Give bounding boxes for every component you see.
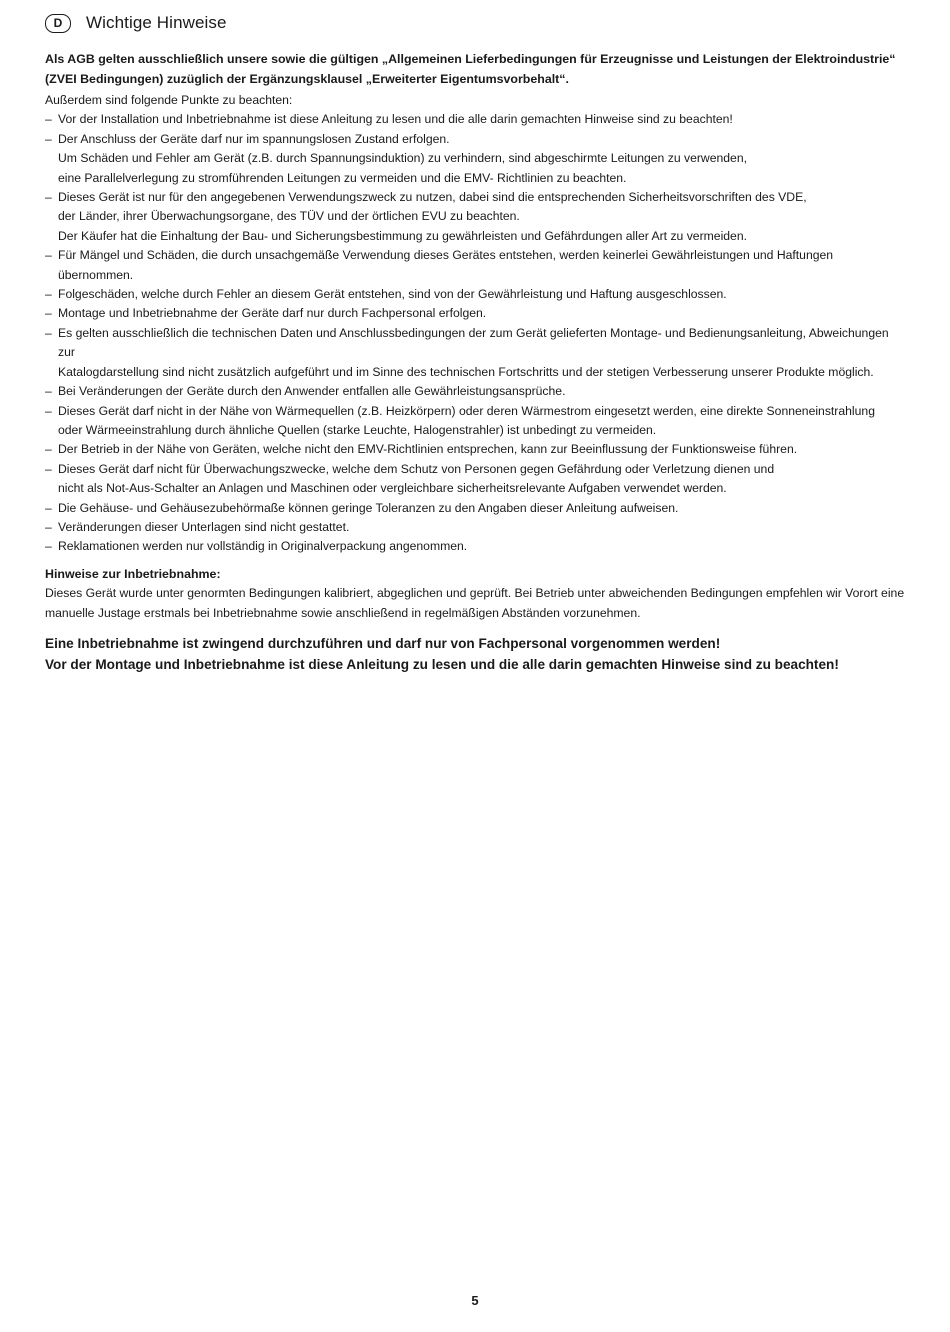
dash-bullet: –: [45, 442, 52, 457]
notes-intro: Außerdem sind folgende Punkte zu beachten:: [45, 93, 293, 107]
note-item: [45, 518, 907, 537]
note-item: [45, 499, 907, 518]
language-badge: D: [45, 14, 71, 33]
note-item: [45, 130, 907, 188]
note-item: [45, 537, 907, 556]
note-text: Die Gehäuse- und Gehäusezubehörmaße können geringe Toleranzen zu den Angaben dieser Anleitung aufweisen.: [58, 500, 679, 515]
note-text: Montage und Inbetriebnahme der Geräte darf nur durch Fachpersonal erfolgen.: [58, 306, 487, 321]
note-item: [45, 304, 907, 323]
note-text: Der Betrieb in der Nähe von Geräten, welche nicht den EMV-Richtlinien entsprechen, kann zur Beeinflussung der Funktionsweise führen.: [58, 442, 798, 457]
dash-bullet: –: [45, 131, 52, 146]
note-item: [45, 110, 907, 129]
commissioning-title: Hinweise zur Inbetriebnahme:: [45, 566, 221, 581]
section-header: [45, 10, 907, 36]
dash-bullet: –: [45, 287, 52, 302]
dash-bullet: –: [45, 112, 52, 127]
commissioning-text: Dieses Gerät wurde unter genormten Bedingungen kalibriert, abgeglichen und geprüft. Bei Betrieb unter abweichenden Bedingungen empfehlen wir Vorort eine manuelle Justage erstmals bei Inbetriebnahme sowie anschließend in regelmäßigen Abständen vorzunehmen.: [45, 586, 905, 620]
note-item: [45, 402, 907, 441]
note-text: Veränderungen dieser Unterlagen sind nicht gestattet.: [58, 519, 350, 534]
note-text: Folgeschäden, welche durch Fehler an diesem Gerät entstehen, sind von der Gewährleistung und Haftung ausgeschlossen.: [58, 287, 727, 302]
dash-bullet: –: [45, 248, 52, 263]
warning-line: Vor der Montage und Inbetriebnahme ist diese Anleitung zu lesen und die alle darin gemachten Hinweise sind zu beachten!: [45, 656, 839, 672]
note-text: Dieses Gerät darf nicht für Überwachungszwecke, welche dem Schutz von Personen gegen Gefährdung oder Verletzung dienen und nicht als Not-Aus-Schalter an Anlagen und Maschinen oder vergleichbare sicherheitsrelevante Aufgaben verwendet werden.: [58, 461, 775, 496]
dash-bullet: –: [45, 384, 52, 399]
dash-bullet: –: [45, 500, 52, 515]
note-text: Der Anschluss der Geräte darf nur im spannungslosen Zustand erfolgen. Um Schäden und Fehler am Gerät (z.B. durch Spannungsinduktion) zu verhindern, sind abgeschirmte Leitungen zu verwenden, eine Parallelverlegung zu stromführenden Leitungen zu vermeiden und die EMV- Richtlinien zu beachten.: [58, 131, 747, 185]
dash-bullet: –: [45, 539, 52, 554]
note-item: [45, 246, 907, 285]
dash-bullet: –: [45, 325, 52, 340]
warning-line: Eine Inbetriebnahme ist zwingend durchzuführen und darf nur von Fachpersonal vorgenommen werden!: [45, 635, 721, 651]
document-page: [45, 10, 907, 675]
dash-bullet: –: [45, 519, 52, 534]
note-text: Reklamationen werden nur vollständig in Originalverpackung angenommen.: [58, 539, 468, 554]
note-text: Für Mängel und Schäden, die durch unsachgemäße Verwendung dieses Gerätes entstehen, werden keinerlei Gewährleistungen und Haftungen übernommen.: [58, 248, 834, 282]
notes-list: [45, 110, 907, 556]
page-number: 5: [471, 1293, 479, 1308]
dash-bullet: –: [45, 461, 52, 476]
note-text: Dieses Gerät darf nicht in der Nähe von Wärmequellen (z.B. Heizkörpern) oder deren Wärmestrom eingesetzt werden, eine direkte Sonneneinstrahlung oder Wärmeeinstrahlung durch ähnliche Quellen (starke Leuchte, Halogenstrahler) ist unbedingt zu vermeiden.: [58, 403, 875, 437]
note-text: Dieses Gerät ist nur für den angegebenen Verwendungszweck zu nutzen, dabei sind die entsprechenden Sicherheitsvorschriften des VDE, der Länder, ihrer Überwachungsorgane, des TÜV und der örtlichen EVU zu beachten. Der Käufer hat die Einhaltung der Bau- und Sicherungsbestimmung zu gewährleisten und Gefährdungen aller Art zu vermeiden.: [58, 190, 807, 243]
dash-bullet: –: [45, 190, 52, 205]
note-item: [45, 188, 907, 246]
note-item: [45, 382, 907, 401]
note-item: [45, 460, 907, 499]
note-item: [45, 324, 907, 382]
note-text: Bei Veränderungen der Geräte durch den Anwender entfallen alle Gewährleistungsansprüche.: [58, 384, 566, 399]
page-title: Wichtige Hinweise: [86, 13, 227, 32]
terms-intro: Als AGB gelten ausschließlich unsere sowie die gültigen „Allgemeinen Lieferbedingungen für Erzeugnisse und Leistungen der Elektroindustrie“ (ZVEI Bedingungen) zuzüglich der Ergänzungsklausel „Erweiterter Eigentumsvorbehalt“.: [45, 52, 896, 86]
note-item: [45, 285, 907, 304]
note-text: Vor der Installation und Inbetriebnahme ist diese Anleitung zu lesen und die alle darin gemachten Hinweise sind zu beachten!: [58, 112, 733, 127]
note-item: [45, 440, 907, 459]
dash-bullet: –: [45, 403, 52, 418]
dash-bullet: –: [45, 306, 52, 321]
note-text: Es gelten ausschließlich die technischen Daten und Anschlussbedingungen der zum Gerät gelieferten Montage- und Bedienungsanleitung, Abweichungen zur Katalogdarstellung sind nicht zusätzlich aufgeführt und im Sinne des technischen Fortschritts und der stetigen Verbesserung unserer Produkte möglich.: [58, 325, 889, 379]
